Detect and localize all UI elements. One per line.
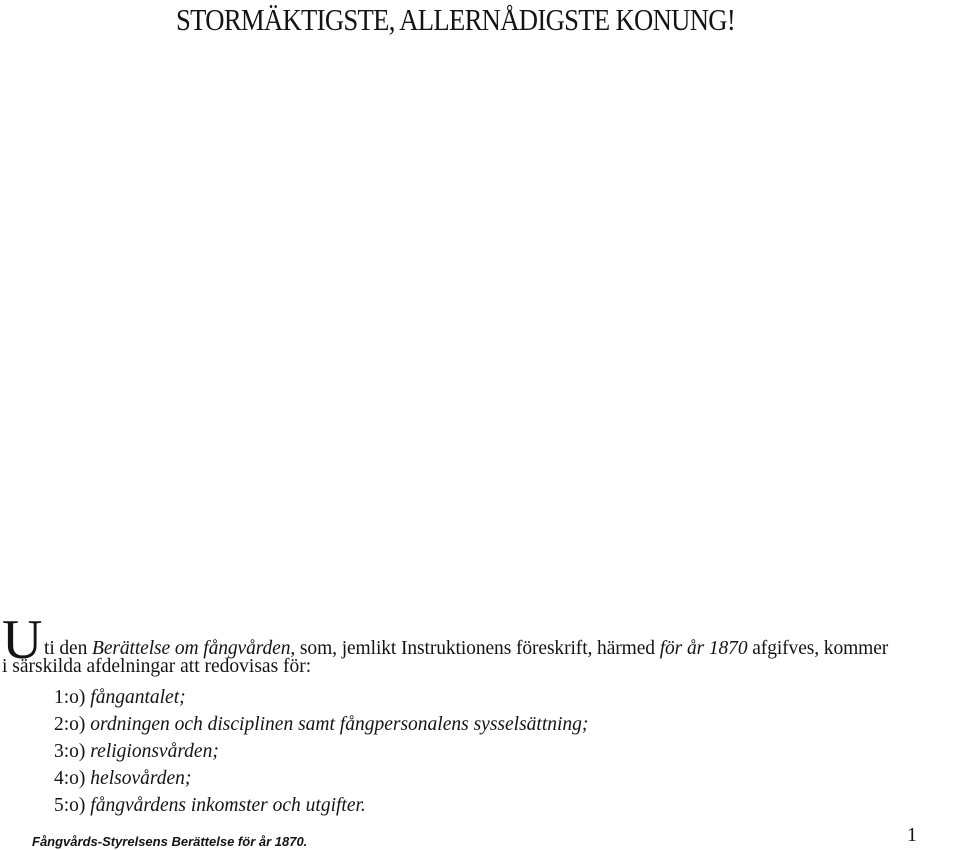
- list-item-number: 5:o): [54, 795, 86, 816]
- line1-part-c: som, jemlikt Instruktionens föreskrift, härmed: [295, 638, 660, 659]
- list-item-number: 4:o): [54, 768, 86, 789]
- list-item: [2, 684, 958, 711]
- section-list: [2, 684, 958, 819]
- list-item-text: religionsvården;: [90, 741, 219, 762]
- line1-part-a: ti den: [44, 638, 93, 659]
- list-item-number: 1:o): [54, 687, 86, 708]
- paragraph-line-1-text: [44, 638, 888, 660]
- list-item: [2, 711, 958, 738]
- footer-title: Fångvårds-Styrelsens Berättelse för år 1870.: [32, 834, 308, 849]
- paragraph-line-2: i särskilda afdelningar att redovisas för:: [2, 656, 312, 677]
- page-heading: STORMÄKTIGSTE, ALLERNÅDIGSTE KONUNG!: [176, 2, 736, 37]
- list-item-text: helsovården;: [90, 768, 192, 789]
- list-item: [2, 738, 958, 765]
- list-item-number: 3:o): [54, 741, 86, 762]
- line1-report-title: Berättelse om fångvården,: [92, 638, 296, 659]
- report-paragraph: [2, 609, 958, 819]
- list-item-text: ordningen och disciplinen samt fångpersonalens sysselsättning;: [90, 714, 589, 735]
- drop-cap: U: [2, 609, 43, 671]
- list-item-text: fångvårdens inkomster och utgifter.: [90, 795, 366, 816]
- line1-year: för år 1870: [659, 638, 748, 659]
- list-item-text: fångantalet;: [90, 687, 186, 708]
- list-item: [2, 792, 958, 819]
- page-number: 1: [907, 824, 917, 846]
- list-item-number: 2:o): [54, 714, 86, 735]
- list-item: [2, 765, 958, 792]
- line1-part-e: afgifves, kommer: [747, 638, 889, 659]
